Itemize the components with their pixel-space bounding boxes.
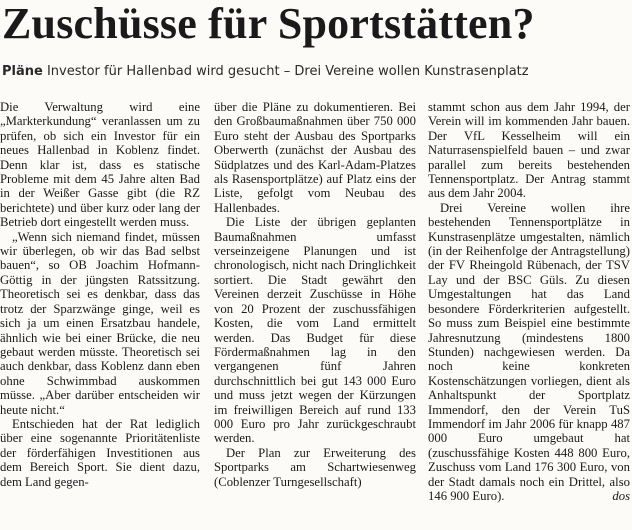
- paragraph: „Wenn sich niemand findet, müssen wir überlegen, ob wir das Bad selbst bauen“, so OB Joachim Hofmann-Göttig in der jüngsten Ratssitzung. Theoretisch sei es denkbar, dass das trotz der Sparzwänge ginge, weil es sich ja um einen Ersatzbau handele, ähnlich wie bei einer Brücke, die neu gebaut werden müsste. Theoretisch sei auch denkbar, dass Koblenz dann eben ohne Schwimmbad auskommen müsse. „Aber darüber entscheiden wir heute nicht.“: [0, 229, 200, 417]
- text-column-2: [214, 100, 416, 530]
- paragraph-text: Drei Vereine wollen ihre bestehenden Tennensportplätze in Kunstrasenplätze umgestalten, nämlich (in der Reihenfolge der Antragstellung) der FV Rheingold Rübenach, der TSV Lay und der BSC Güls. Zu diesen Umgestaltungen hat das Land besondere Förderkriterien aufgestellt. So muss zum Beispiel eine bestimmte Jahresnutzung (mindestens 1800 Stunden) nachgewiesen werden. Da noch keine konkreten Kostenschätzungen vorliegen, dient als Anhaltspunkt der Sportplatz Immendorf, den der Verein TuS Immendorf im Jahr 2006 für knapp 487 000 Euro umgebaut hat (zuschussfähige Kosten 448 800 Euro, Zuschuss vom Land 176 300 Euro, von der Stadt damals noch ein Drittel, also 146 900 Euro).: [428, 200, 630, 503]
- paragraph: stammt schon aus dem Jahr 1994, der Verein will im kommenden Jahr bauen. Der VfL Kesselheim will ein Naturrasenspielfeld bauen – und zwar parallel zum bereits bestehenden Tennensportplatz. Der Antrag stammt aus dem Jahr 2004.: [428, 100, 630, 201]
- paragraph: Die Liste der übrigen geplanten Baumaßnahmen umfasst verseinzeigene Planungen und ist chronologisch, nicht nach Dringlichkeit sortiert. Die Stadt gewährt den Vereinen derzeit Zuschüsse in Höhe von 20 Prozent der zuschussfähigen Kosten, die vom Land ermittelt werden. Das Budget für diese Fördermaßnahmen lag in den vergangenen fünf Jahren durchschnittlich bei gut 143 000 Euro und muss jetzt wegen der Kürzungen im freiwilligen Bereich auf rund 133 000 Euro pro Jahr zurückgeschraubt werden.: [214, 215, 416, 446]
- text-column-3: [428, 100, 630, 530]
- author-signature: dos: [612, 488, 630, 503]
- paragraph: [428, 201, 630, 504]
- paragraph: Der Plan zur Erweiterung des Sportparks am Schartwiesenweg (Coblenzer Turngesellschaft): [214, 445, 416, 489]
- text-column-1: [0, 100, 200, 530]
- paragraph: Entschieden hat der Rat lediglich über eine sogenannte Prioritätenliste der förderfähigen Investitionen aus dem Bereich Sport. Sie dient dazu, dem Land gegen-: [0, 416, 200, 489]
- kicker-label: Pläne: [2, 64, 43, 79]
- article-subheadline: [2, 63, 529, 81]
- subheadline-text: Investor für Hallenbad wird gesucht – Drei Vereine wollen Kunstrasenplatz: [46, 64, 529, 79]
- paragraph: Die Verwaltung wird eine „Markterkundung“ veranlassen um zu prüfen, ob sich ein Investor für ein neues Hallenbad in Koblenz findet. Denn klar ist, dass es statische Probleme mit dem 45 Jahre alten Bad in der Weißer Gasse gibt (die RZ berichtete) und über kurz oder lang der Betrieb dort eingestellt werden muss.: [0, 100, 200, 230]
- article-headline: Zuschüsse für Sportstätten?: [2, 0, 535, 48]
- paragraph: über die Pläne zu dokumentieren. Bei den Großbaumaßnahmen über 750 000 Euro steht der Ausbau des Sportparks Oberwerth (zunächst der Ausbau des Südplatzes und des Karl-Adam-Platzes als Rasensportplätze) auf Platz eins der Liste, gefolgt vom Neubau des Hallenbades.: [214, 100, 416, 215]
